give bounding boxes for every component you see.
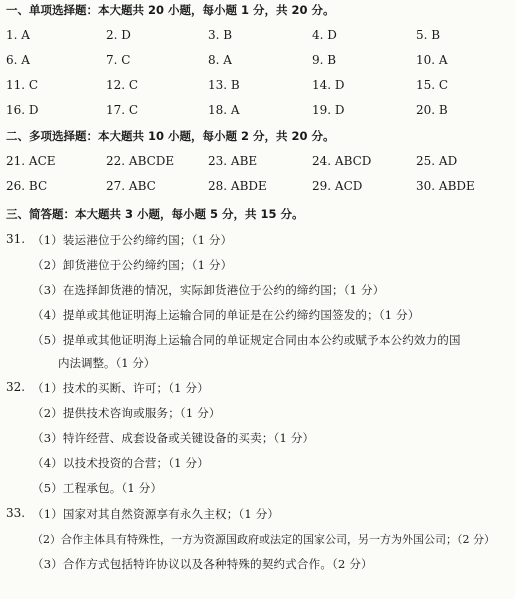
single-choice-answer: 15. C (416, 78, 449, 92)
single-choice-answer: 2. D (106, 28, 131, 42)
q33-item: （1）国家对其自然资源享有永久主权；（1 分） (32, 507, 280, 521)
single-choice-answer: 5. B (416, 28, 441, 42)
multi-choice-answer: 24. ABCD (312, 154, 372, 168)
single-choice-answer: 8. A (208, 53, 232, 67)
single-choice-row (6, 78, 506, 103)
multi-choice-row (6, 179, 506, 204)
multi-choice-answer: 23. ABE (208, 154, 258, 168)
question-32-number: 32. (6, 380, 26, 394)
q31-item: （1）装运港位于公约缔约国；（1 分） (32, 233, 233, 247)
multi-choice-answers (6, 154, 506, 204)
q31-item: （5）提单或其他证明海上运输合同的单证规定合同由本公约或赋予本公约效力的国 (32, 333, 461, 347)
single-choice-answer: 13. B (208, 78, 240, 92)
multi-choice-answer: 21. ACE (6, 154, 56, 168)
single-choice-row (6, 28, 506, 53)
single-choice-answer: 11. C (6, 78, 39, 92)
q33-item: （3）合作方式包括特许协议以及各种特殊的契约式合作。（2 分） (32, 557, 373, 571)
single-choice-answer: 9. B (312, 53, 337, 67)
multi-choice-answer: 25. AD (416, 154, 458, 168)
q32-item: （5）工程承包。（1 分） (32, 481, 163, 495)
single-choice-answer: 16. D (6, 103, 39, 117)
single-choice-answer: 12. C (106, 78, 139, 92)
q33-item: （2）合作主体具有特殊性，一方为资源国政府或法定的国家公司，另一方为外国公司；（2 分） (32, 533, 495, 546)
single-choice-answer: 10. A (416, 53, 448, 67)
single-choice-answer: 3. B (208, 28, 233, 42)
q31-item-continuation: 内法调整。（1 分） (58, 356, 156, 370)
multi-choice-row (6, 154, 506, 179)
section-short-answer-heading: 三、简答题：本大题共 3 小题，每小题 5 分，共 15 分。 (6, 207, 304, 221)
q32-item: （4）以技术投资的合营；（1 分） (32, 456, 209, 470)
single-choice-answer: 4. D (312, 28, 337, 42)
multi-choice-answer: 29. ACD (312, 179, 363, 193)
multi-choice-answer: 28. ABDE (208, 179, 267, 193)
q32-item: （1）技术的买断、许可；（1 分） (32, 381, 209, 395)
q31-item: （4）提单或其他证明海上运输合同的单证是在公约缔约国签发的；（1 分） (32, 308, 420, 322)
single-choice-answer: 1. A (6, 28, 30, 42)
multi-choice-answer: 26. BC (6, 179, 48, 193)
single-choice-row (6, 53, 506, 78)
single-choice-answer: 7. C (106, 53, 131, 67)
single-choice-answer: 20. B (416, 103, 448, 117)
single-choice-answers (6, 28, 506, 128)
single-choice-answer: 6. A (6, 53, 30, 67)
single-choice-answer: 17. C (106, 103, 139, 117)
q32-item: （2）提供技术咨询或服务；（1 分） (32, 406, 221, 420)
multi-choice-answer: 22. ABCDE (106, 154, 175, 168)
q31-item: （3）在选择卸货港的情况，实际卸货港位于公约的缔约国；（1 分） (32, 283, 385, 297)
single-choice-row (6, 103, 506, 128)
section-single-choice-heading: 一、单项选择题：本大题共 20 小题，每小题 1 分，共 20 分。 (6, 3, 335, 17)
question-31-number: 31. (6, 232, 26, 246)
single-choice-answer: 19. D (312, 103, 345, 117)
question-33-number: 33. (6, 506, 26, 520)
q31-item: （2）卸货港位于公约缔约国；（1 分） (32, 258, 233, 272)
multi-choice-answer: 30. ABDE (416, 179, 475, 193)
single-choice-answer: 18. A (208, 103, 240, 117)
q32-item: （3）特许经营、成套设备或关键设备的买卖；（1 分） (32, 431, 315, 445)
multi-choice-answer: 27. ABC (106, 179, 156, 193)
section-multi-choice-heading: 二、多项选择题：本大题共 10 小题，每小题 2 分，共 20 分。 (6, 129, 335, 143)
single-choice-answer: 14. D (312, 78, 345, 92)
